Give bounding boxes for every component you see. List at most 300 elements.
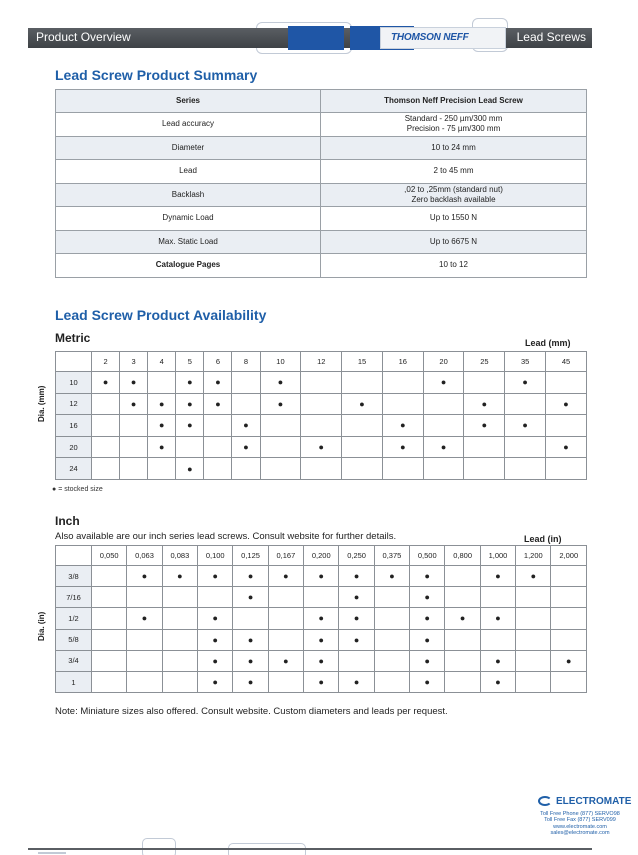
diameter-label-cell: 5/8 xyxy=(56,629,92,650)
summary-label: Diameter xyxy=(56,136,321,160)
stocked-cell xyxy=(339,671,374,692)
empty-cell xyxy=(198,587,233,608)
diameter-label-cell: 20 xyxy=(56,436,92,458)
stocked-cell xyxy=(198,566,233,587)
summary-row xyxy=(56,183,587,207)
empty-cell xyxy=(445,587,480,608)
empty-cell xyxy=(374,587,409,608)
lead-header-cell: 0,083 xyxy=(162,546,197,566)
empty-cell xyxy=(505,393,546,415)
inch-subtitle: Also available are our inch series lead screws. Consult website for further details. xyxy=(55,531,397,542)
stocked-dot-icon: ● xyxy=(187,377,193,388)
stocked-dot-icon: ● xyxy=(318,613,324,624)
empty-cell xyxy=(304,587,339,608)
contact-info xyxy=(530,811,630,836)
stocked-dot-icon: ● xyxy=(277,398,284,409)
stocked-dot-icon: ● xyxy=(563,398,569,409)
summary-value-line: Up to 6675 N xyxy=(429,236,478,246)
empty-cell xyxy=(120,436,148,458)
summary-value xyxy=(321,183,587,207)
stocked-cell xyxy=(268,650,303,671)
stocked-dot-icon: ● xyxy=(522,377,528,388)
contact-phone: Toll Free Phone (877) SERVO98 xyxy=(540,811,620,817)
stocked-dot-icon: ● xyxy=(424,613,430,624)
empty-cell xyxy=(464,372,505,394)
stocked-dot-icon: ● xyxy=(243,442,249,453)
stocked-dot-icon: ● xyxy=(187,463,193,474)
stocked-dot-icon: ● xyxy=(400,420,406,431)
lead-header-cell: 0,063 xyxy=(127,546,162,566)
stocked-cell xyxy=(176,458,204,480)
empty-cell xyxy=(92,587,127,608)
empty-cell xyxy=(176,436,204,458)
stocked-dot-icon: ● xyxy=(102,377,109,388)
empty-cell xyxy=(232,372,260,394)
stocked-dot-icon: ● xyxy=(52,486,57,493)
empty-cell xyxy=(260,458,301,480)
stocked-cell xyxy=(339,566,374,587)
empty-cell xyxy=(342,458,383,480)
contact-fax: Toll Free Fax (877) SERV099 xyxy=(544,817,616,824)
stocked-dot-icon: ● xyxy=(283,655,289,666)
stocked-cell xyxy=(127,566,162,587)
diameter-label-cell: 7/16 xyxy=(56,587,92,608)
summary-label: Lead accuracy xyxy=(56,113,321,137)
stocked-cell xyxy=(445,608,480,629)
stocked-dot-icon: ● xyxy=(353,677,360,688)
stocked-dot-icon: ● xyxy=(277,377,284,388)
lead-header-cell: 45 xyxy=(546,352,587,372)
lead-header-cell: 0,250 xyxy=(339,546,374,566)
lead-header-cell: 0,050 xyxy=(92,546,127,566)
empty-cell xyxy=(464,436,505,458)
stocked-cell xyxy=(198,671,233,692)
lead-header-cell: 2,000 xyxy=(551,546,587,566)
metric-lead-label: Lead (mm) xyxy=(525,338,571,348)
stocked-dot-icon: ● xyxy=(187,420,193,431)
empty-cell xyxy=(127,629,162,650)
metric-title: Metric xyxy=(55,331,91,345)
summary-value-line: 10 to 12 xyxy=(439,260,468,270)
stocked-cell xyxy=(410,671,445,692)
summary-table xyxy=(55,89,587,278)
electromate-logo: ELECTROMATE xyxy=(556,796,632,807)
stocked-dot-icon: ● xyxy=(130,377,137,388)
electromate-swoosh-icon xyxy=(538,796,552,806)
stocked-dot-icon: ● xyxy=(424,592,430,603)
stocked-cell xyxy=(464,415,505,437)
section-title: Product Overview xyxy=(36,30,131,44)
stocked-cell xyxy=(480,608,515,629)
summary-label: Dynamic Load xyxy=(56,207,321,231)
stocked-dot-icon: ● xyxy=(318,571,324,582)
stocked-dot-icon: ● xyxy=(522,420,528,431)
lead-header-cell: 0,800 xyxy=(445,546,480,566)
stocked-dot-icon: ● xyxy=(389,571,395,582)
stocked-dot-icon: ● xyxy=(141,613,148,624)
stocked-cell xyxy=(198,608,233,629)
summary-label: Max. Static Load xyxy=(56,230,321,254)
summary-row xyxy=(56,254,587,278)
lead-header-cell: 0,375 xyxy=(374,546,409,566)
empty-cell xyxy=(92,671,127,692)
empty-cell xyxy=(120,415,148,437)
contact-email: sales@electromate.com xyxy=(550,829,610,836)
lead-header-cell: 25 xyxy=(464,352,505,372)
summary-value xyxy=(321,160,587,184)
stocked-cell xyxy=(342,393,383,415)
footer-bar xyxy=(28,848,592,850)
availability-title: Lead Screw Product Availability xyxy=(55,307,267,323)
stocked-dot-icon: ● xyxy=(424,677,430,688)
legend-text: = stocked size xyxy=(58,486,103,493)
summary-value xyxy=(321,113,587,137)
diameter-label-cell: 1 xyxy=(56,671,92,692)
empty-cell xyxy=(423,415,464,437)
empty-cell xyxy=(516,650,551,671)
stocked-dot-icon: ● xyxy=(495,571,501,582)
empty-cell xyxy=(148,372,176,394)
empty-cell xyxy=(516,629,551,650)
diameter-row xyxy=(56,372,587,394)
metric-dia-label: Dia. (mm) xyxy=(37,385,46,422)
summary-row xyxy=(56,113,587,137)
stocked-dot-icon: ● xyxy=(247,571,254,582)
stocked-cell xyxy=(268,566,303,587)
lead-header-cell: 12 xyxy=(301,352,342,372)
grid-corner-cell xyxy=(56,546,92,566)
stocked-cell xyxy=(198,629,233,650)
empty-cell xyxy=(464,458,505,480)
stocked-cell xyxy=(382,415,423,437)
stocked-cell xyxy=(410,587,445,608)
empty-cell xyxy=(374,629,409,650)
empty-cell xyxy=(268,629,303,650)
product-title: Lead Screws xyxy=(516,30,586,44)
lead-header-cell: 5 xyxy=(176,352,204,372)
lead-header-cell: 20 xyxy=(423,352,464,372)
stocked-cell xyxy=(339,629,374,650)
empty-cell xyxy=(374,650,409,671)
empty-cell xyxy=(505,436,546,458)
stocked-dot-icon: ● xyxy=(424,571,430,582)
stocked-dot-icon: ● xyxy=(424,634,430,645)
stocked-cell xyxy=(204,393,232,415)
header-bar xyxy=(28,28,592,48)
stocked-dot-icon: ● xyxy=(212,613,218,624)
stocked-dot-icon: ● xyxy=(495,613,501,624)
summary-value xyxy=(321,230,587,254)
summary-col-header: Series xyxy=(56,90,321,113)
empty-cell xyxy=(445,566,480,587)
stocked-cell xyxy=(374,566,409,587)
stocked-dot-icon: ● xyxy=(318,655,324,666)
header-decor-block xyxy=(288,26,344,50)
stocked-dot-icon: ● xyxy=(495,655,501,666)
inch-dia-label: Dia. (in) xyxy=(37,611,46,641)
empty-cell xyxy=(92,393,120,415)
inch-lead-label: Lead (in) xyxy=(524,534,562,544)
stocked-dot-icon: ● xyxy=(353,613,360,624)
stocked-cell xyxy=(546,436,587,458)
metric-availability-table xyxy=(55,351,587,480)
stocked-cell xyxy=(546,393,587,415)
empty-cell xyxy=(516,587,551,608)
empty-cell xyxy=(268,608,303,629)
empty-cell xyxy=(551,587,587,608)
stocked-cell xyxy=(120,393,148,415)
summary-value-line: Standard - 250 µm/300 mm xyxy=(404,114,503,124)
stocked-dot-icon: ● xyxy=(318,677,324,688)
empty-cell xyxy=(204,436,232,458)
stocked-cell xyxy=(304,608,339,629)
empty-cell xyxy=(162,650,197,671)
diameter-row xyxy=(56,629,587,650)
lead-header-row xyxy=(56,352,587,372)
empty-cell xyxy=(374,608,409,629)
summary-row xyxy=(56,160,587,184)
summary-value xyxy=(321,136,587,160)
stocked-cell xyxy=(464,393,505,415)
stocked-cell xyxy=(233,671,268,692)
stocked-cell xyxy=(339,608,374,629)
stocked-cell xyxy=(304,566,339,587)
stocked-cell xyxy=(176,415,204,437)
empty-cell xyxy=(301,393,342,415)
summary-value xyxy=(321,254,587,278)
empty-cell xyxy=(92,415,120,437)
empty-cell xyxy=(445,650,480,671)
stocked-cell xyxy=(127,608,162,629)
lead-header-cell: 16 xyxy=(382,352,423,372)
stocked-dot-icon: ● xyxy=(440,377,447,388)
empty-cell xyxy=(148,458,176,480)
summary-value-line: Zero backlash available xyxy=(411,194,496,204)
stocked-cell xyxy=(232,436,260,458)
lead-header-cell: 4 xyxy=(148,352,176,372)
empty-cell xyxy=(92,436,120,458)
stocked-cell xyxy=(233,587,268,608)
empty-cell xyxy=(374,671,409,692)
stocked-dot-icon: ● xyxy=(566,655,572,666)
empty-cell xyxy=(260,415,301,437)
stocked-dot-icon: ● xyxy=(440,442,447,453)
contact-website: www.electromate.com xyxy=(553,823,607,830)
empty-cell xyxy=(268,671,303,692)
diameter-row xyxy=(56,671,587,692)
stocked-cell xyxy=(260,372,301,394)
empty-cell xyxy=(546,415,587,437)
lead-header-cell: 10 xyxy=(260,352,301,372)
empty-cell xyxy=(546,372,587,394)
stocked-dot-icon: ● xyxy=(400,442,406,453)
lead-header-cell: 0,125 xyxy=(233,546,268,566)
stocked-cell xyxy=(551,650,587,671)
empty-cell xyxy=(546,458,587,480)
summary-row xyxy=(56,230,587,254)
stocked-dot-icon: ● xyxy=(424,655,430,666)
stocked-cell xyxy=(339,587,374,608)
stocked-cell xyxy=(423,372,464,394)
stocked-dot-icon: ● xyxy=(141,571,148,582)
stocked-dot-icon: ● xyxy=(459,613,466,624)
lead-header-cell: 35 xyxy=(505,352,546,372)
empty-cell xyxy=(551,566,587,587)
stocked-dot-icon: ● xyxy=(359,398,365,409)
summary-value-line: 2 to 45 mm xyxy=(433,166,474,176)
empty-cell xyxy=(162,587,197,608)
footer-decor-line xyxy=(38,852,66,854)
logo-text: THOMSON NEFF xyxy=(391,32,469,43)
diameter-label-cell: 24 xyxy=(56,458,92,480)
summary-value xyxy=(321,207,587,231)
lead-header-cell: 3 xyxy=(120,352,148,372)
stocked-cell xyxy=(176,393,204,415)
lead-header-cell: 0,500 xyxy=(410,546,445,566)
stocked-dot-icon: ● xyxy=(212,634,218,645)
empty-cell xyxy=(162,671,197,692)
stocked-dot-icon: ● xyxy=(212,571,218,582)
stocked-dot-icon: ● xyxy=(247,655,254,666)
empty-cell xyxy=(204,458,232,480)
stocked-cell xyxy=(148,436,176,458)
stocked-dot-icon: ● xyxy=(159,442,165,453)
stocked-dot-icon: ● xyxy=(247,677,254,688)
stocked-dot-icon: ● xyxy=(215,398,221,409)
stocked-cell xyxy=(516,566,551,587)
stocked-dot-icon: ● xyxy=(283,571,289,582)
footer-decor-frame xyxy=(142,838,176,855)
empty-cell xyxy=(480,629,515,650)
empty-cell xyxy=(342,372,383,394)
inch-title: Inch xyxy=(55,514,80,528)
empty-cell xyxy=(423,393,464,415)
empty-cell xyxy=(382,393,423,415)
empty-cell xyxy=(551,671,587,692)
empty-cell xyxy=(382,372,423,394)
lead-header-cell: 6 xyxy=(204,352,232,372)
summary-label: Lead xyxy=(56,160,321,184)
lead-header-cell: 15 xyxy=(342,352,383,372)
stocked-dot-icon: ● xyxy=(130,398,137,409)
inch-availability-table xyxy=(55,545,587,693)
diameter-row xyxy=(56,415,587,437)
stocked-cell xyxy=(410,650,445,671)
stocked-dot-icon: ● xyxy=(212,677,218,688)
summary-value-line: ,02 to ,25mm (standard nut) xyxy=(404,184,503,194)
stocked-dot-icon: ● xyxy=(481,420,488,431)
diameter-row xyxy=(56,566,587,587)
empty-cell xyxy=(551,629,587,650)
empty-cell xyxy=(232,458,260,480)
stocked-cell xyxy=(304,671,339,692)
empty-cell xyxy=(445,671,480,692)
empty-cell xyxy=(260,436,301,458)
empty-cell xyxy=(92,650,127,671)
empty-cell xyxy=(516,671,551,692)
lead-header-cell: 0,100 xyxy=(198,546,233,566)
stocked-dot-icon: ● xyxy=(318,634,324,645)
stocked-cell xyxy=(410,566,445,587)
stocked-cell xyxy=(410,629,445,650)
stocked-dot-icon: ● xyxy=(212,655,218,666)
stocked-dot-icon: ● xyxy=(177,571,183,582)
diameter-label-cell: 10 xyxy=(56,372,92,394)
diameter-row xyxy=(56,393,587,415)
empty-cell xyxy=(551,608,587,629)
empty-cell xyxy=(480,587,515,608)
stocked-dot-icon: ● xyxy=(243,420,249,431)
note-text: Note: Miniature sizes also offered. Consult website. Custom diameters and leads per request. xyxy=(55,706,448,717)
stocked-cell xyxy=(162,566,197,587)
stocked-cell xyxy=(176,372,204,394)
summary-label: Backlash xyxy=(56,183,321,207)
stocked-cell xyxy=(301,436,342,458)
stocked-cell xyxy=(233,566,268,587)
lead-header-cell: 1,000 xyxy=(480,546,515,566)
stocked-cell xyxy=(232,415,260,437)
stocked-dot-icon: ● xyxy=(187,398,193,409)
stocked-cell xyxy=(505,415,546,437)
empty-cell xyxy=(342,415,383,437)
empty-cell xyxy=(268,587,303,608)
stocked-cell xyxy=(410,608,445,629)
stocked-cell xyxy=(382,436,423,458)
lead-header-cell: 1,200 xyxy=(516,546,551,566)
diameter-label-cell: 12 xyxy=(56,393,92,415)
stocked-dot-icon: ● xyxy=(353,592,360,603)
stocked-dot-icon: ● xyxy=(247,634,254,645)
lead-header-row xyxy=(56,546,587,566)
stocked-cell xyxy=(148,415,176,437)
empty-cell xyxy=(516,608,551,629)
diameter-label-cell: 3/8 xyxy=(56,566,92,587)
diameter-row xyxy=(56,587,587,608)
stocked-cell xyxy=(198,650,233,671)
stocked-dot-icon: ● xyxy=(318,442,324,453)
empty-cell xyxy=(233,608,268,629)
lead-header-cell: 0,167 xyxy=(268,546,303,566)
stocked-cell xyxy=(480,650,515,671)
summary-value-line: Precision - 75 µm/300 mm xyxy=(406,124,501,134)
stocked-cell xyxy=(120,372,148,394)
empty-cell xyxy=(382,458,423,480)
grid-corner-cell xyxy=(56,352,92,372)
empty-cell xyxy=(92,608,127,629)
empty-cell xyxy=(204,415,232,437)
empty-cell xyxy=(342,436,383,458)
lead-header-cell: 8 xyxy=(232,352,260,372)
empty-cell xyxy=(127,650,162,671)
empty-cell xyxy=(162,629,197,650)
stocked-cell xyxy=(92,372,120,394)
stocked-dot-icon: ● xyxy=(159,420,165,431)
diameter-label-cell: 1/2 xyxy=(56,608,92,629)
diameter-label-cell: 3/4 xyxy=(56,650,92,671)
empty-cell xyxy=(92,458,120,480)
diameter-row xyxy=(56,458,587,480)
stocked-cell xyxy=(233,650,268,671)
stocked-cell xyxy=(480,566,515,587)
empty-cell xyxy=(339,650,374,671)
diameter-row xyxy=(56,436,587,458)
empty-cell xyxy=(127,671,162,692)
stocked-cell xyxy=(505,372,546,394)
stocked-cell xyxy=(480,671,515,692)
lead-header-cell: 2 xyxy=(92,352,120,372)
lead-header-cell: 0,200 xyxy=(304,546,339,566)
empty-cell xyxy=(301,458,342,480)
